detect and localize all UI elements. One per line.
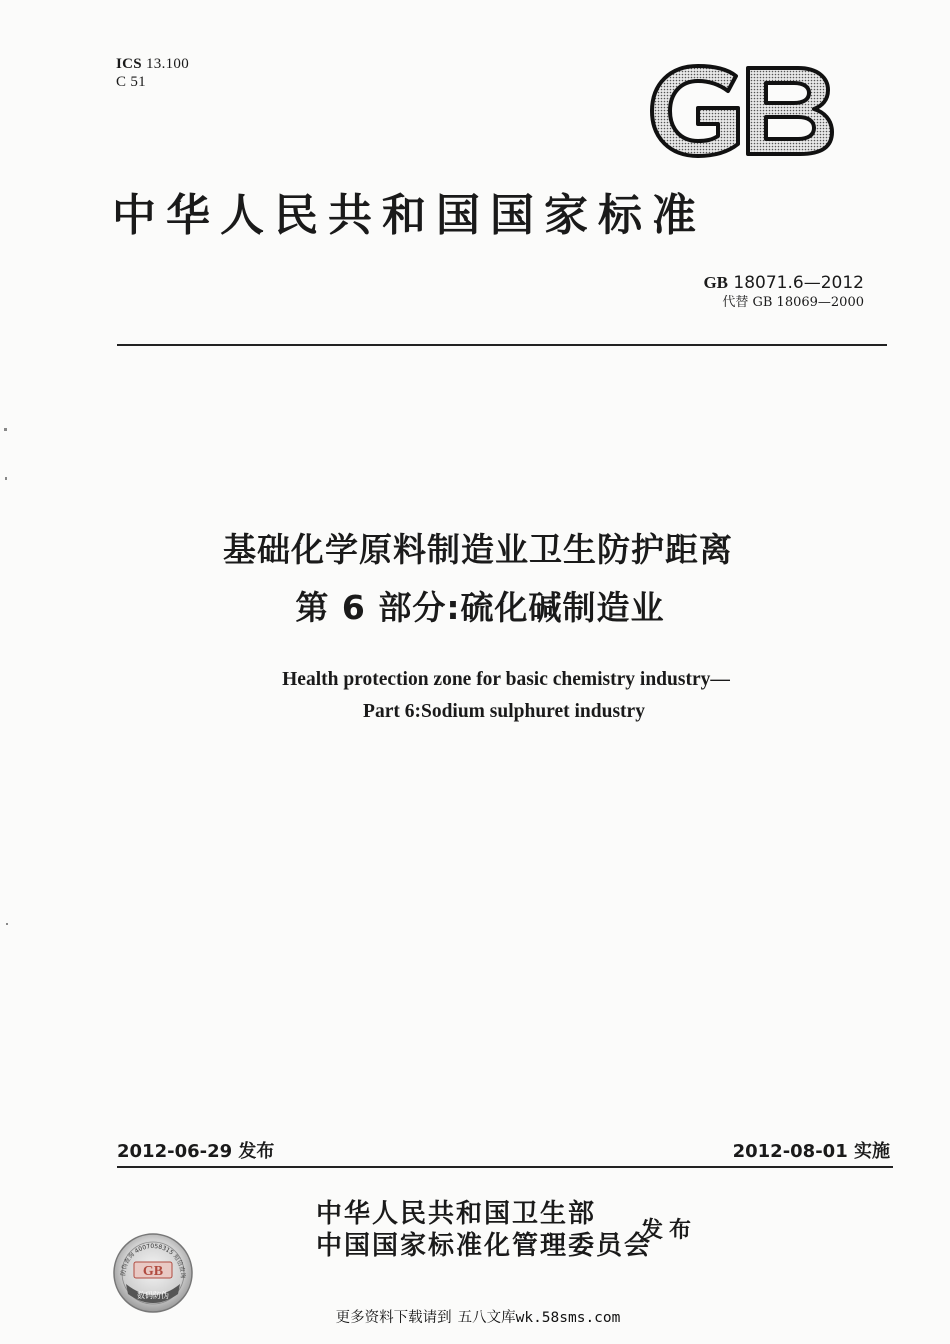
ics-code-block [116, 55, 189, 91]
title-en-line1: Health protection zone for basic chemistry industry— [282, 669, 730, 690]
issue-date: 2012-06-29 发布 [117, 1141, 275, 1162]
title-cn-line2: 第 6 部分:硫化碱制造业 [295, 588, 665, 627]
replaces-standard: 代替 GB 18069—2000 [722, 295, 864, 310]
implementation-date: 2012-08-01 实施 [732, 1141, 890, 1162]
download-footer [0, 1308, 950, 1328]
seal-center-text: GB [142, 1264, 164, 1279]
seal-bottom-text: 数码防伪 [137, 1291, 169, 1300]
standard-number [703, 272, 864, 294]
scan-speck [5, 477, 7, 480]
publish-label: 发布 [641, 1217, 698, 1243]
standard-prefix: GB [703, 273, 729, 292]
seal-ring-text: 防伪查询 4007058315 短信查询 [119, 1242, 187, 1279]
ics-value: 13.100 [145, 56, 190, 72]
title-cn-line1: 基础化学原料制造业卫生防护距离 [223, 530, 733, 569]
issuing-bodies [316, 1198, 652, 1262]
anti-counterfeit-seal-icon [112, 1232, 194, 1314]
header-divider [117, 344, 887, 346]
standard-number-value: 18071.6—2012 [733, 273, 864, 293]
title-en-line2: Part 6:Sodium sulphuret industry [363, 701, 645, 722]
footer-text: 更多资料下载请到 [335, 1310, 452, 1326]
issuer-standardization-administration: 中国国家标准化管理委员会 [316, 1231, 653, 1261]
scan-speck [4, 428, 7, 431]
national-standard-heading: 中华人民共和国国家标准 [112, 190, 706, 241]
issuer-ministry-of-health: 中华人民共和国卫生部 [316, 1199, 597, 1229]
gb-logo [648, 64, 834, 158]
scan-speck [6, 923, 8, 925]
class-code: C 51 [116, 74, 146, 90]
ics-label: ICS [116, 56, 142, 72]
footer-divider [117, 1166, 893, 1168]
footer-site-link[interactable]: 五八文库wk.58sms.com [457, 1310, 621, 1326]
